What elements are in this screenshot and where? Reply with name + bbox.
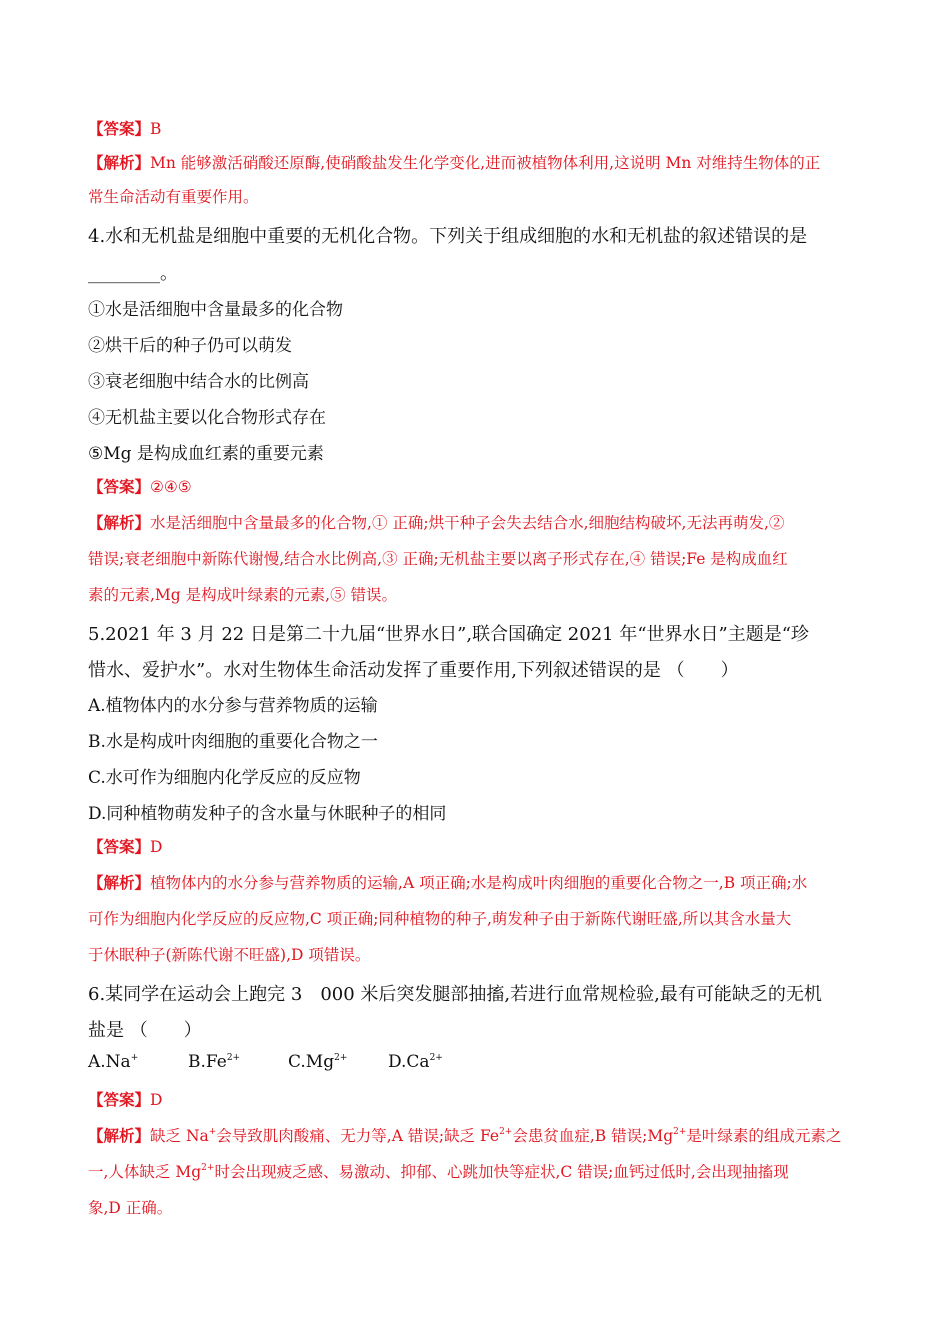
q5-analysis-line-1 [88, 871, 807, 893]
q3-answer [88, 117, 161, 139]
analysis-tag: 【解析】 [88, 153, 151, 172]
q6-option-a: A.Na+ [88, 1052, 139, 1072]
answer-tag: 【答案】 [88, 477, 151, 496]
analysis-tag: 【解析】 [88, 873, 151, 892]
answer-tag: 【答案】 [88, 837, 151, 856]
q4-analysis-line-1 [88, 511, 784, 533]
q6-stem-line-1: 6.某同学在运动会上跑完 3 000 米后突发腿部抽搐,若进行血常规检验,最有可能缺乏的无机 [88, 984, 822, 1005]
q4-item-4: ④无机盐主要以化合物形式存在 [88, 408, 326, 428]
q4-answer [88, 475, 192, 497]
q6-answer [88, 1088, 162, 1110]
answer-value: D [150, 1091, 163, 1109]
q3-analysis-line-1 [88, 151, 820, 173]
q5-analysis-line-3: 于休眠种子(新陈代谢不旺盛),D 项错误。 [88, 946, 371, 964]
answer-value: B [150, 120, 162, 138]
q6-options [88, 1052, 488, 1072]
q5-analysis-line-2: 可作为细胞内化学反应的反应物,C 项正确;同种植物的种子,萌发种子由于新陈代谢旺盛,所以其含水量大 [88, 910, 792, 928]
q4-item-1: ①水是活细胞中含量最多的化合物 [88, 300, 343, 320]
q3-analysis-line-2: 常生命活动有重要作用。 [88, 188, 259, 206]
q5-answer [88, 835, 162, 857]
q5-option-a: A.植物体内的水分参与营养物质的运输 [88, 696, 378, 716]
q6-option-c: $C.Mg^{2+}$ [288, 1052, 348, 1072]
q6-option-d: $D.Ca^{2+}$ [388, 1052, 443, 1072]
q6-option-b: $B.Fe^{2+}$ [188, 1052, 241, 1072]
q6-stem-line-2: 盐是 （ ） [88, 1020, 202, 1041]
q6-analysis-line-1: 【解析】缺乏 Na+会导致肌肉酸痛、无力等,A 错误;缺乏 $Fe^{2+}$会患贫血症,B 错误$;Mg^{2+}$是叶绿素的组成元素之 [88, 1126, 842, 1145]
answer-value: D [150, 838, 163, 856]
q4-analysis-line-3: 素的元素,Mg 是构成叶绿素的元素,⑤ 错误。 [88, 586, 398, 604]
analysis-tag: 【解析】 [88, 513, 151, 532]
q5-option-c: C.水可作为细胞内化学反应的反应物 [88, 768, 361, 788]
analysis-text: Mn 能够激活硝酸还原酶,使硝酸盐发生化学变化,进而被植物体利用,这说明 Mn 对维持生物体的正 [150, 154, 821, 172]
q5-option-b: B.水是构成叶肉细胞的重要化合物之一 [88, 732, 378, 752]
q6-analysis-line-2: 一,人体缺乏 $Mg^{2+}$时会出现疲乏感、易激动、抑郁、心跳加快等症状,C 错误;血钙过低时,会出现抽搐现 [88, 1163, 789, 1181]
q4-analysis-line-2: 错误;衰老细胞中新陈代谢慢,结合水比例高,③ 正确;无机盐主要以离子形式存在,④ 错误;Fe 是构成血红 [88, 550, 788, 568]
answer-tag: 【答案】 [88, 119, 151, 138]
answer-tag: 【答案】 [88, 1090, 151, 1109]
analysis-text: 水是活细胞中含量最多的化合物,① 正确;烘干种子会失去结合水,细胞结构破坏,无法再萌发,② [150, 514, 785, 532]
q4-stem-line-1: 4.水和无机盐是细胞中重要的无机化合物。下列关于组成细胞的水和无机盐的叙述错误的是 [88, 226, 808, 247]
q4-item-3: ③衰老细胞中结合水的比例高 [88, 372, 309, 392]
q4-item-5: ⑤Mg 是构成血红素的重要元素 [88, 444, 324, 464]
q5-stem-line-1: 5.2021 年 3 月 22 日是第二十九届“世界水日”,联合国确定 2021 年“世界水日”主题是“珍 [88, 624, 809, 645]
analysis-tag: 【解析】 [88, 1126, 151, 1145]
q4-stem-line-2: ________。 [88, 263, 178, 284]
q6-analysis-line-3: 象,D 正确。 [88, 1199, 173, 1217]
q5-option-d: D.同种植物萌发种子的含水量与休眠种子的相同 [88, 804, 447, 824]
analysis-text: 植物体内的水分参与营养物质的运输,A 项正确;水是构成叶肉细胞的重要化合物之一,B 项正确;水 [150, 874, 808, 892]
q4-item-2: ②烘干后的种子仍可以萌发 [88, 336, 292, 356]
q5-stem-line-2: 惜水、爱护水”。水对生物体生命活动发挥了重要作用,下列叙述错误的是 （ ） [88, 660, 739, 681]
answer-value: ②④⑤ [150, 478, 192, 496]
